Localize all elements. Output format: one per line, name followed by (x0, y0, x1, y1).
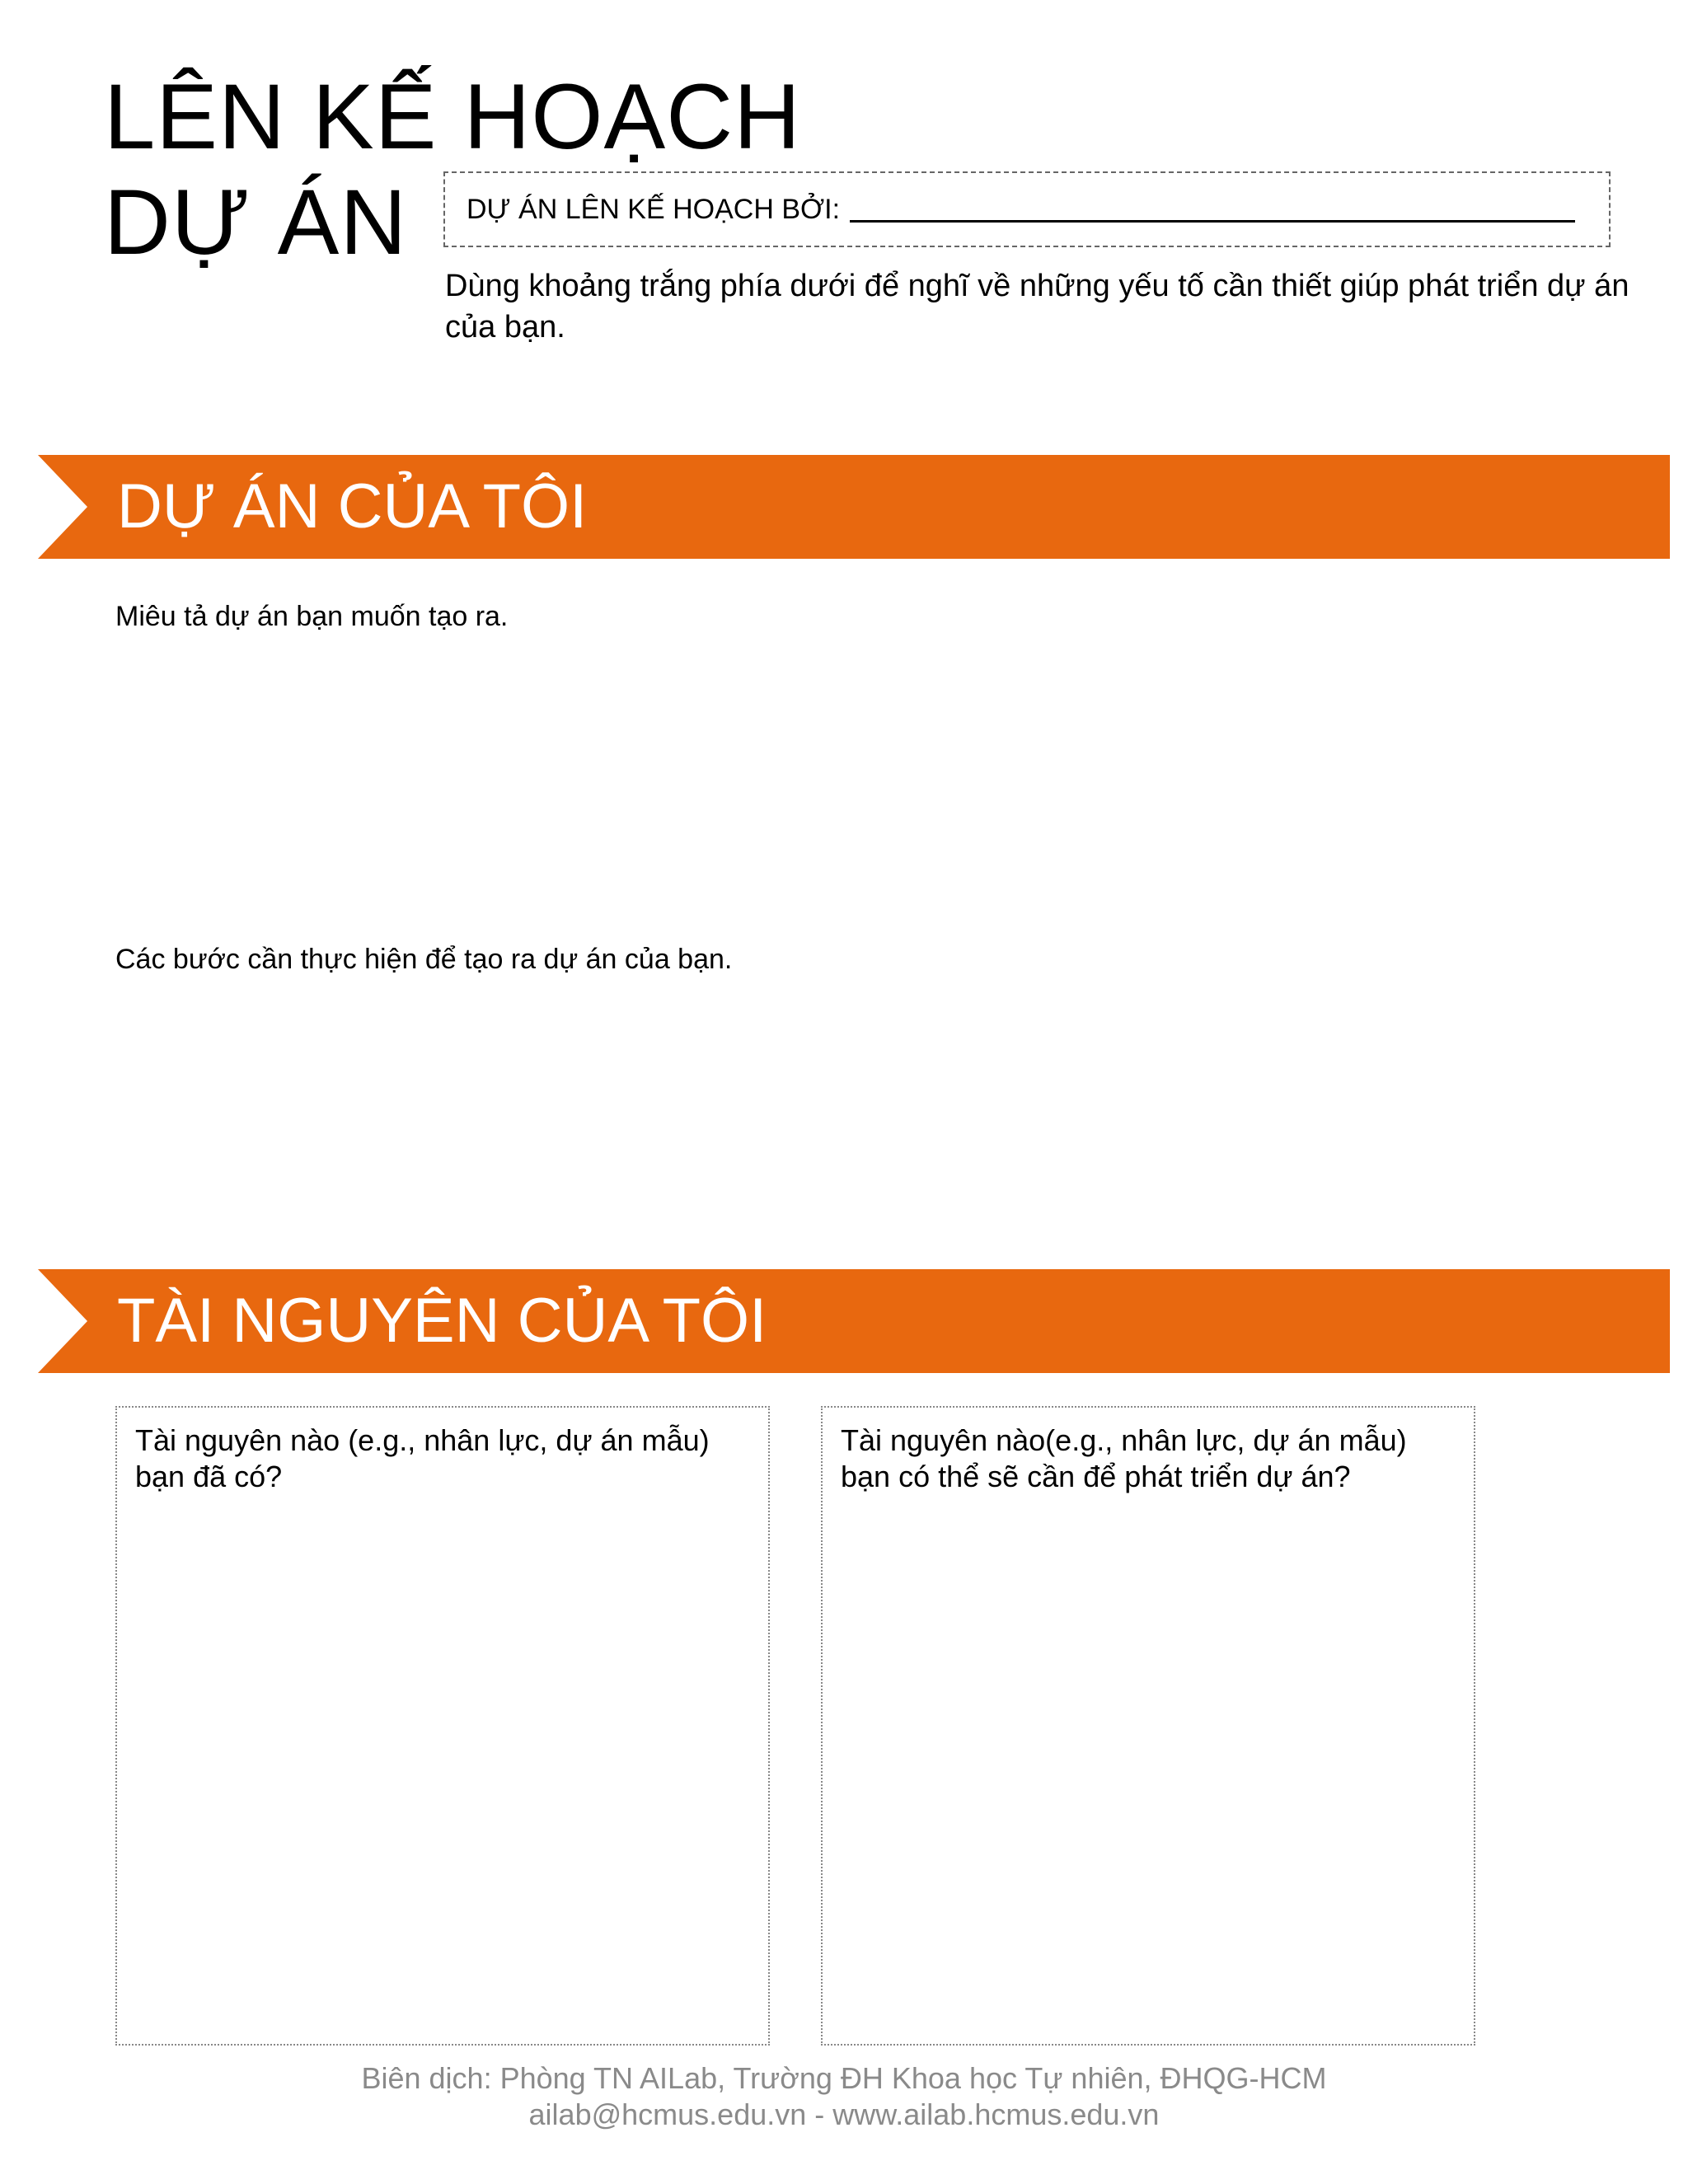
planned-by-field[interactable] (850, 220, 1575, 223)
banner-my-resources (38, 1269, 1670, 1373)
footer-contact: ailab@hcmus.edu.vn - www.ailab.hcmus.edu.vn (528, 2097, 1160, 2131)
section-title-my-project: DỰ ÁN CỦA TÔI (117, 471, 588, 541)
resources-have-prompt: Tài nguyên nào (e.g., nhân lực, dự án mẫu) bạn đã có? (135, 1423, 710, 1493)
prompt-describe-project: Miêu tả dự án bạn muốn tạo ra. (115, 601, 509, 632)
resources-have-box[interactable] (115, 1406, 770, 2046)
footer-credit: Biên dịch: Phòng TN AILab, Trường ĐH Khoa học Tự nhiên, ĐHQG-HCM (361, 2061, 1327, 2095)
intro-text: Dùng khoảng trắng phía dưới để nghĩ về những yếu tố cần thiết giúp phát triển dự án của bạn. (445, 269, 1629, 344)
section-title-my-resources: TÀI NGUYÊN CỦA TÔI (117, 1286, 767, 1356)
page-title-line1: LÊN KẾ HOẠCH (104, 65, 801, 168)
resources-need-box[interactable] (821, 1406, 1475, 2046)
page-title-line2: DỰ ÁN (104, 171, 408, 274)
planned-by-box (443, 171, 1611, 247)
resources-need-prompt: Tài nguyên nào(e.g., nhân lực, dự án mẫu) bạn có thể sẽ cần để phát triển dự án? (841, 1423, 1407, 1493)
planned-by-label: DỰ ÁN LÊN KẾ HOẠCH BỞI: (467, 193, 841, 225)
banner-my-project (38, 455, 1670, 559)
prompt-project-steps: Các bước cần thực hiện để tạo ra dự án của bạn. (115, 944, 733, 975)
